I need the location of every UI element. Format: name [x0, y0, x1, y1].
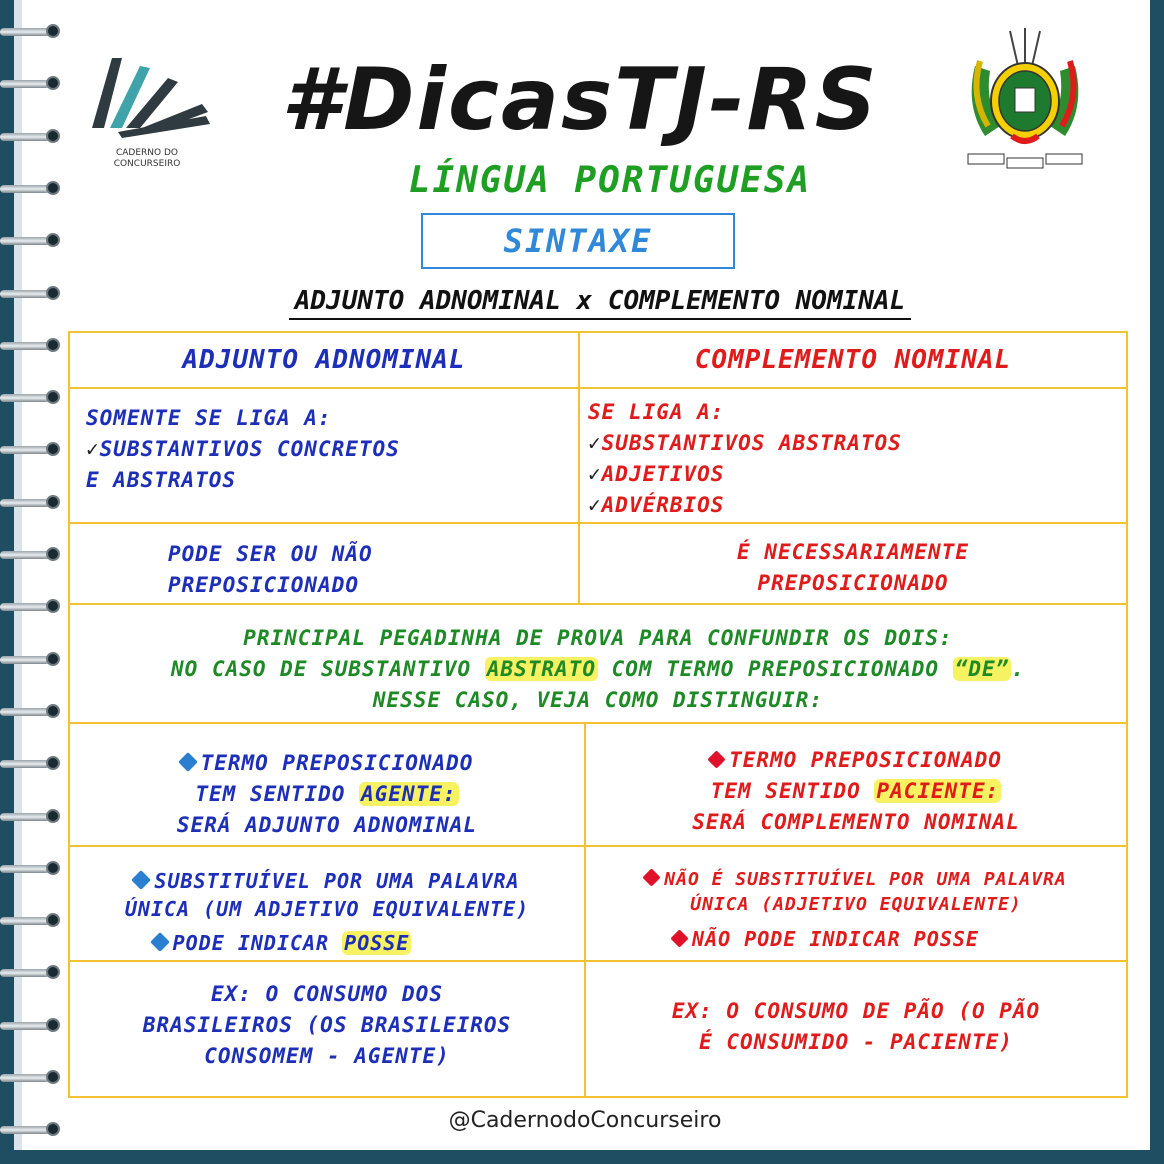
row1-right-item2-text: ADJETIVOS — [601, 462, 725, 486]
spiral-ring — [0, 231, 62, 249]
spiral-ring — [0, 754, 62, 772]
row5-left-line3 — [0, 929, 584, 957]
row5-right-line1-text: NÃO É SUBSTITUÍVEL POR UMA PALAVRA — [664, 869, 1067, 890]
row6-right-line1: EX: O CONSUMO DE PÃO (O PÃO — [671, 999, 1041, 1023]
row5-right — [586, 867, 1126, 952]
spiral-ring — [0, 284, 62, 302]
row-divider — [70, 960, 1126, 962]
highlight-abstrato: ABSTRATO — [486, 657, 596, 681]
logo-caption — [82, 148, 212, 170]
row1-left-item1b: E ABSTRATOS — [86, 468, 237, 492]
row2-left-line1: PODE SER OU NÃO — [168, 542, 373, 566]
comparison-heading-text: ADJUNTO ADNOMINAL x COMPLEMENTO NOMINAL — [289, 286, 911, 320]
row3-line2-b: COM TERMO PREPOSICIONADO — [597, 657, 953, 681]
row5-left-line1 — [70, 867, 584, 895]
highlight-de: “DE” — [954, 657, 1010, 681]
spiral-ring — [0, 1016, 62, 1034]
row4-left-line1 — [70, 748, 584, 779]
spiral-ring — [0, 545, 62, 563]
header-adjunto: ADJUNTO ADNOMINAL — [182, 345, 466, 375]
row-divider — [70, 387, 1126, 389]
highlight-posse: POSSE — [344, 931, 410, 955]
spiral-ring — [0, 1120, 62, 1138]
spiral-ring — [0, 22, 62, 40]
page-title: #DicasTJ-RS — [281, 50, 879, 150]
row4-left-line1-text: TERMO PREPOSICIONADO — [200, 751, 474, 775]
highlight-agente: AGENTE: — [361, 782, 457, 806]
row3-line1: PRINCIPAL PEGADINHA DE PROVA PARA CONFUNDIR OS DOIS: — [243, 626, 953, 650]
spiral-ring — [0, 859, 62, 877]
row5-left-line1-text: SUBSTITUÍVEL POR UMA PALAVRA — [154, 869, 520, 893]
row3-note — [70, 623, 1126, 716]
row-divider — [70, 522, 1126, 524]
row4-left-line2 — [70, 779, 584, 810]
row5-right-line2: ÚNICA (ADJETIVO EQUIVALENTE) — [690, 894, 1022, 915]
row6-right-line2: É CONSUMIDO - PACIENTE) — [699, 1030, 1013, 1054]
red-diamond-icon — [643, 868, 661, 886]
row2-right — [580, 537, 1126, 599]
row1-right-item1 — [588, 428, 1118, 459]
row1-right-item2 — [588, 459, 1118, 490]
row1-left-item1-text: SUBSTANTIVOS CONCRETOS — [99, 437, 400, 461]
red-diamond-icon — [670, 929, 688, 947]
row6-left-line3: CONSOMEM - AGENTE) — [204, 1044, 450, 1068]
spiral-ring — [0, 440, 62, 458]
row1-right-item3-text: ADVÉRBIOS — [601, 493, 725, 517]
row5-right-line3-text: NÃO PODE INDICAR POSSE — [692, 927, 979, 951]
comparison-table — [68, 331, 1128, 1098]
row5-left-line3-a: PODE INDICAR — [172, 931, 343, 955]
row2-left-line2: PREPOSICIONADO — [168, 573, 360, 597]
spiral-ring — [0, 650, 62, 668]
row4-right — [586, 745, 1126, 838]
row2-right-line1: É NECESSARIAMENTE — [737, 540, 969, 564]
coat-of-arms-icon — [960, 26, 1090, 176]
row-divider — [70, 722, 1126, 724]
spiral-ring — [0, 963, 62, 981]
blue-diamond-icon — [150, 932, 170, 952]
row3-line2-c: . — [1011, 657, 1025, 681]
check-icon: ✓ — [588, 462, 602, 486]
rs-coat-of-arms — [960, 26, 1090, 176]
row4-right-line1-text: TERMO PREPOSICIONADO — [729, 748, 1002, 772]
highlight-paciente: PACIENTE: — [876, 779, 1000, 803]
logo-caption-line2: CONCURSEIRO — [113, 159, 181, 169]
row4-right-line1 — [586, 745, 1126, 776]
red-diamond-icon — [707, 750, 725, 768]
row5-right-line1 — [586, 867, 1126, 892]
topic-box: SINTAXE — [421, 213, 735, 269]
row2-left — [168, 539, 568, 601]
header-complemento: COMPLEMENTO NOMINAL — [694, 345, 1012, 375]
comparison-heading — [190, 286, 1010, 316]
row6-left-line2: BRASILEIROS (OS BRASILEIROS — [142, 1013, 512, 1037]
row4-left-line2-a: TEM SENTIDO — [195, 782, 360, 806]
caderno-logo — [82, 38, 222, 178]
check-icon: ✓ — [588, 493, 602, 517]
spiral-ring — [0, 493, 62, 511]
row6-left-line1: EX: O CONSUMO DOS — [211, 982, 443, 1006]
spiral-ring — [0, 807, 62, 825]
check-icon: ✓ — [588, 431, 602, 455]
row6-right — [586, 996, 1126, 1058]
spiral-ring — [0, 74, 62, 92]
row1-left-item1 — [86, 434, 566, 465]
row4-left-line3: SERÁ ADJUNTO ADNOMINAL — [176, 813, 478, 837]
row1-right-item3 — [588, 490, 1118, 521]
spiral-ring — [0, 179, 62, 197]
row5-right-line3 — [526, 927, 1126, 952]
row1-right-intro: SE LIGA A: — [588, 400, 725, 424]
row1-right — [588, 397, 1118, 521]
row-divider — [70, 845, 1126, 847]
blue-diamond-icon — [178, 752, 198, 772]
footer-handle: @CadernodoConcurseiro — [448, 1108, 722, 1133]
row6-left — [70, 979, 584, 1072]
row4-right-line3: SERÁ COMPLEMENTO NOMINAL — [692, 810, 1020, 834]
row5-left — [70, 867, 584, 957]
spiral-ring — [0, 911, 62, 929]
row4-right-line2 — [586, 776, 1126, 807]
row1-left-intro: SOMENTE SE LIGA A: — [86, 406, 332, 430]
book-logo-icon — [82, 38, 222, 148]
row2-right-line2: PREPOSICIONADO — [757, 571, 949, 595]
row1-left — [86, 403, 566, 496]
check-icon: ✓ — [86, 437, 100, 461]
logo-caption-line1: CADERNO DO — [115, 148, 178, 158]
blue-diamond-icon — [132, 870, 152, 890]
row4-right-line2-a: TEM SENTIDO — [710, 779, 875, 803]
spiral-ring — [0, 336, 62, 354]
spiral-ring — [0, 388, 62, 406]
spiral-ring — [0, 1068, 62, 1086]
spiral-binding — [0, 0, 70, 1164]
spiral-ring — [0, 597, 62, 615]
spiral-ring — [0, 702, 62, 720]
row3-line2-a: NO CASO DE SUBSTANTIVO — [171, 657, 485, 681]
subject-title: LÍNGUA PORTUGUESA — [408, 160, 812, 201]
spiral-ring — [0, 127, 62, 145]
row5-left-line2: ÚNICA (UM ADJETIVO EQUIVALENTE) — [124, 897, 530, 921]
row1-right-item1-text: SUBSTANTIVOS ABSTRATOS — [601, 431, 902, 455]
row-divider — [70, 603, 1126, 605]
row3-line2 — [70, 654, 1126, 685]
row4-left — [70, 748, 584, 841]
row3-line3: NESSE CASO, VEJA COMO DISTINGUIR: — [372, 688, 824, 712]
